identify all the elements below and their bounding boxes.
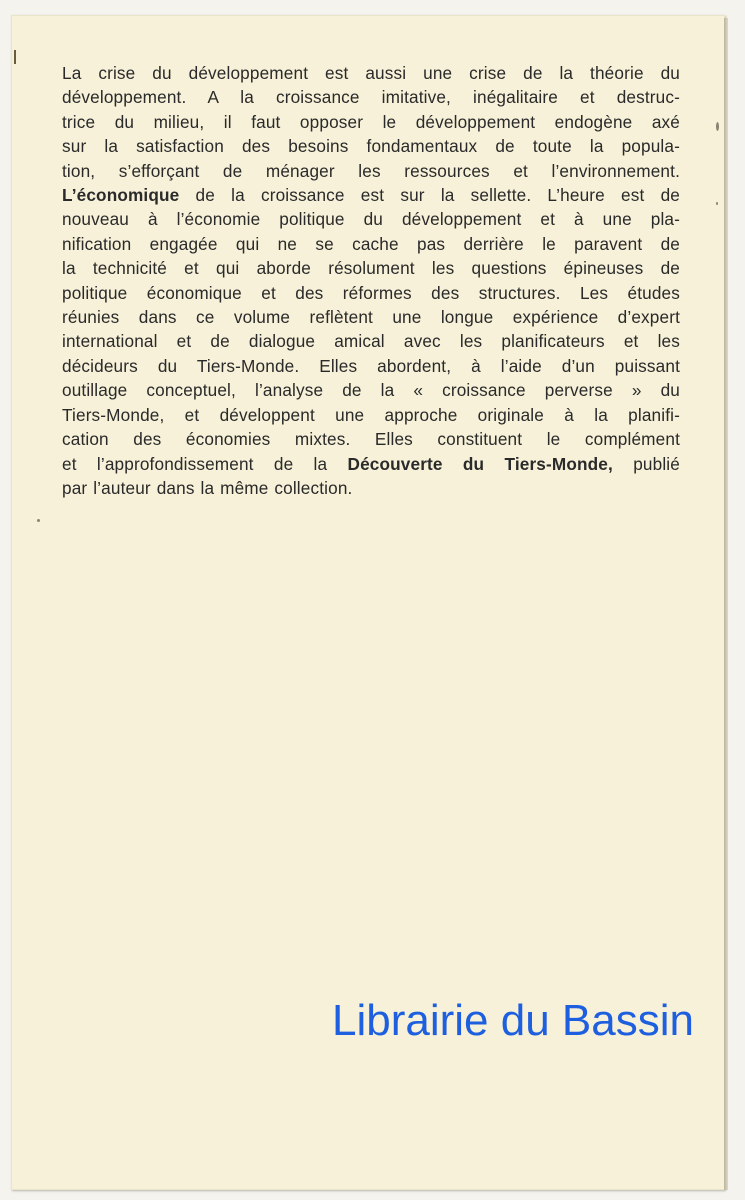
- blurb-line: nouveau à l’économie politique du développement et à une pla-: [62, 209, 680, 230]
- blurb-line: par l’auteur dans la même collection.: [62, 477, 353, 498]
- blurb-line: L’économique de la croissance est sur la sellette. L’heure est de: [62, 185, 680, 206]
- cover-speck: [37, 519, 40, 522]
- cover-speck: [716, 122, 719, 131]
- blurb-emphasis: L’économique: [62, 185, 180, 206]
- blurb-line: nification engagée qui ne se cache pas derrière le paravent de: [62, 233, 680, 254]
- cover-speck: [716, 202, 718, 205]
- cover-mark: [14, 50, 16, 64]
- blurb-line: sur la satisfaction des besoins fondamentaux de toute la popula-: [62, 136, 680, 157]
- blurb-line: cation des économies mixtes. Elles constituent le complément: [62, 429, 680, 450]
- blurb-line: réunies dans ce volume reflètent une longue expérience d’expert: [62, 307, 680, 328]
- blurb-line: tion, s’efforçant de ménager les ressources et l’environnement.: [62, 160, 680, 181]
- blurb-line: international et de dialogue amical avec les planificateurs et les: [62, 331, 680, 352]
- blurb-line: développement. A la croissance imitative, inégalitaire et destruc-: [62, 87, 680, 108]
- blurb-book-title: Découverte du Tiers-Monde,: [347, 453, 613, 474]
- blurb-line: Tiers-Monde, et développent une approche originale à la planifi-: [62, 404, 680, 425]
- back-cover-blurb: [62, 61, 680, 500]
- blurb-line: la technicité et qui aborde résolument les questions épineuses de: [62, 258, 680, 279]
- blurb-line: La crise du développement est aussi une crise de la théorie du: [62, 63, 680, 83]
- cover-edge-shadow: [724, 18, 728, 1190]
- blurb-line: décideurs du Tiers-Monde. Elles abordent, à l’aide d’un puissant: [62, 355, 680, 376]
- blurb-line: politique économique et des réformes des structures. Les études: [62, 282, 680, 303]
- blurb-line: outillage conceptuel, l’analyse de la « croissance perverse » du: [62, 380, 680, 401]
- bookshop-watermark: Librairie du Bassin: [332, 996, 694, 1045]
- blurb-line: trice du milieu, il faut opposer le développement endogène axé: [62, 111, 680, 132]
- blurb-line: et l’approfondissement de la Découverte du Tiers-Monde, publié: [62, 453, 680, 474]
